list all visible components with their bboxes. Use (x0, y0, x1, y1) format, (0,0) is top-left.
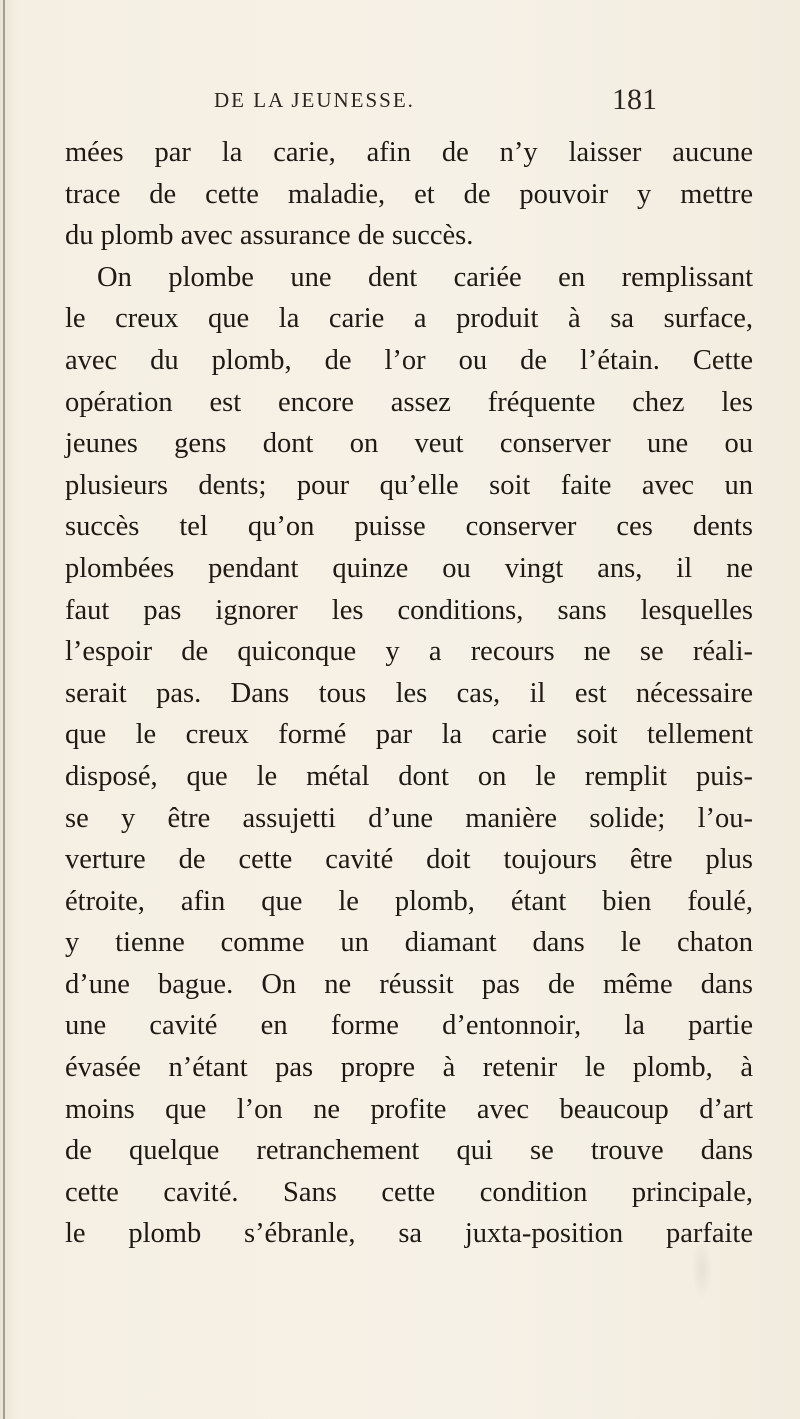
text-line: du plomb avec assurance de succès. (65, 220, 474, 252)
text-line: y tienne comme un diamant dans le chaton (65, 927, 753, 959)
text-line: d’une bague. On ne réussit pas de même dans (65, 968, 753, 1000)
text-line: se y être assujetti d’une manière solide; l’ou- (65, 802, 753, 834)
text-line: le plomb s’ébranle, sa juxta-position parfaite (65, 1218, 753, 1250)
text-line: opération est encore assez fréquente chez les (65, 386, 753, 418)
text-line: faut pas ignorer les conditions, sans lesquelles (65, 594, 753, 626)
page-number: 181 (612, 83, 657, 116)
text-line: moins que l’on ne profite avec beaucoup d’art (65, 1093, 753, 1125)
text-line: succès tel qu’on puisse conserver ces dents (65, 511, 753, 543)
text-line: l’espoir de quiconque y a recours ne se réali- (65, 636, 753, 668)
text-line: cette cavité. Sans cette condition principale, (65, 1176, 753, 1208)
text-line: disposé, que le métal dont on le remplit puis- (65, 760, 753, 792)
text-line: On plombe une dent cariée en remplissant (97, 261, 753, 293)
text-line: trace de cette maladie, et de pouvoir y mettre (65, 178, 753, 210)
text-line: évasée n’étant pas propre à retenir le plomb, à (65, 1052, 753, 1084)
text-line: verture de cette cavité doit toujours être plus (65, 844, 753, 876)
text-line: plusieurs dents; pour qu’elle soit faite avec un (65, 469, 753, 501)
running-head (0, 83, 800, 116)
text-line: étroite, afin que le plomb, étant bien foulé, (65, 885, 753, 917)
text-line: serait pas. Dans tous les cas, il est nécessaire (65, 677, 753, 709)
paper-smudge (692, 1239, 712, 1299)
text-line: jeunes gens dont on veut conserver une ou (65, 428, 753, 460)
text-line: mées par la carie, afin de n’y laisser aucune (65, 137, 753, 168)
body-text (65, 132, 753, 1255)
text-line: plombées pendant quinze ou vingt ans, il ne (65, 552, 753, 584)
running-title: DE LA JEUNESSE. (214, 88, 415, 112)
text-line: que le creux formé par la carie soit tellement (65, 719, 753, 751)
text-line: une cavité en forme d’entonnoir, la partie (65, 1010, 753, 1042)
page-gutter-edge (3, 0, 5, 1419)
text-line: de quelque retranchement qui se trouve dans (65, 1135, 753, 1167)
text-line: avec du plomb, de l’or ou de l’étain. Cette (65, 344, 753, 376)
text-line: le creux que la carie a produit à sa surface, (65, 303, 753, 335)
